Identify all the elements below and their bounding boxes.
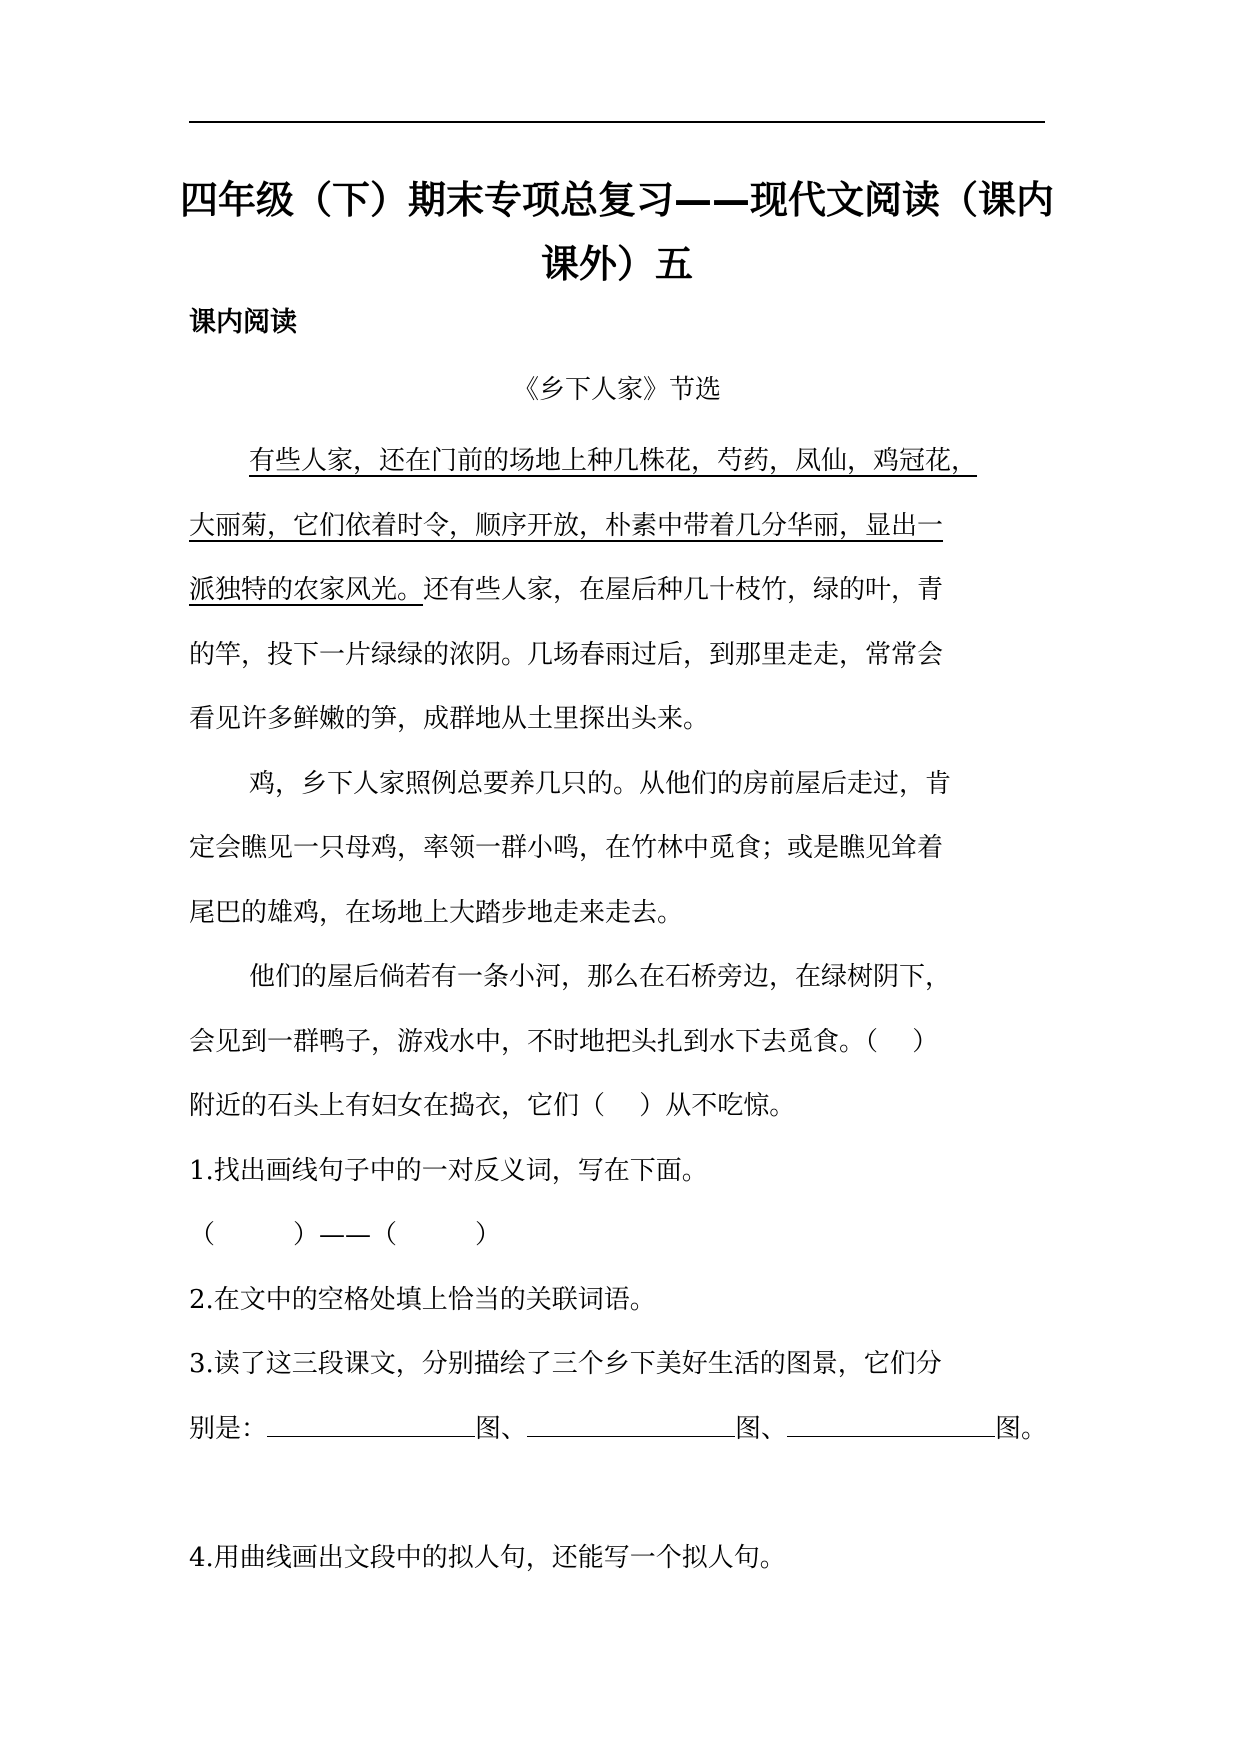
blank-suffix-3: 图。 [995, 1413, 1048, 1444]
blank-suffix-1: 图、 [475, 1413, 528, 1444]
blank-suffix-2: 图、 [735, 1413, 788, 1444]
passage-line-5: 看见许多鲜嫩的笋，成群地从土里探出头来。 [189, 704, 710, 734]
question-1: 1.找出画线句子中的一对反义词，写在下面。 [189, 1155, 708, 1186]
passage-line-9: 他们的屋后倘若有一条小河，那么在石桥旁边，在绿树阴下， [249, 962, 952, 992]
passage-text: 还有些人家，在屋后种几十枝竹，绿的叶，青 [423, 575, 944, 605]
passage-line-8: 尾巴的雄鸡，在场地上大踏步地走来走去。 [189, 897, 684, 928]
title-line-1: 四年级（下）期末专项总复习——现代文阅读（课内 [180, 178, 1055, 222]
passage-body [189, 429, 1048, 1590]
question-2: 2.在文中的空格处填上恰当的关联词语。 [189, 1284, 656, 1315]
answer-blank-2 [527, 1406, 735, 1437]
answer-blank-3 [787, 1406, 995, 1437]
title-line-2: 课外）五 [540, 242, 693, 286]
passage-line-4: 的竿，投下一片绿绿的浓阴。几场春雨过后，到那里走走，常常会 [189, 639, 944, 670]
question-1-answer-blanks: （ ）——（ ） [189, 1220, 502, 1250]
underlined-sentence-part-1: 有些人家，还在门前的场地上种几株花，芍药，凤仙，鸡冠花， [249, 446, 978, 476]
passage-line-7: 定会瞧见一只母鸡，率领一群小鸣，在竹林中觅食；或是瞧见耸着 [189, 833, 944, 863]
passage-line-2 [189, 494, 1045, 559]
passage-line-6: 鸡，乡下人家照例总要养几只的。从他们的房前屋后走过，肯 [249, 768, 952, 799]
header-rule [189, 121, 1045, 123]
spacer [189, 1461, 1045, 1526]
passage-line-1 [189, 429, 1045, 494]
section-heading: 课内阅读 [189, 307, 297, 338]
passage-line-11: 附近的石头上有妇女在捣衣，它们（ ）从不吃惊。 [189, 1091, 796, 1121]
passage-line-10: 会见到一群鸭子，游戏水中，不时地把头扎到水下去觅食。（ ） [189, 1026, 939, 1057]
passage-title: 《乡下人家》节选 [512, 375, 721, 405]
underlined-sentence-part-3: 派独特的农家风光。 [189, 575, 424, 605]
question-3-answer-line [189, 1397, 1048, 1462]
answer-blank-1 [267, 1406, 475, 1437]
page-title [180, 168, 1054, 296]
question-4: 4.用曲线画出文段中的拟人句，还能写一个拟人句。 [189, 1542, 786, 1573]
question-3-prefix: 别是： [189, 1413, 268, 1444]
underlined-sentence-part-2: 大丽菊，它们依着时令，顺序开放，朴素中带着几分华丽，显出一 [189, 510, 944, 541]
passage-line-3 [189, 558, 1045, 623]
question-3: 3.读了这三段课文，分别描绘了三个乡下美好生活的图景，它们分 [189, 1349, 942, 1379]
